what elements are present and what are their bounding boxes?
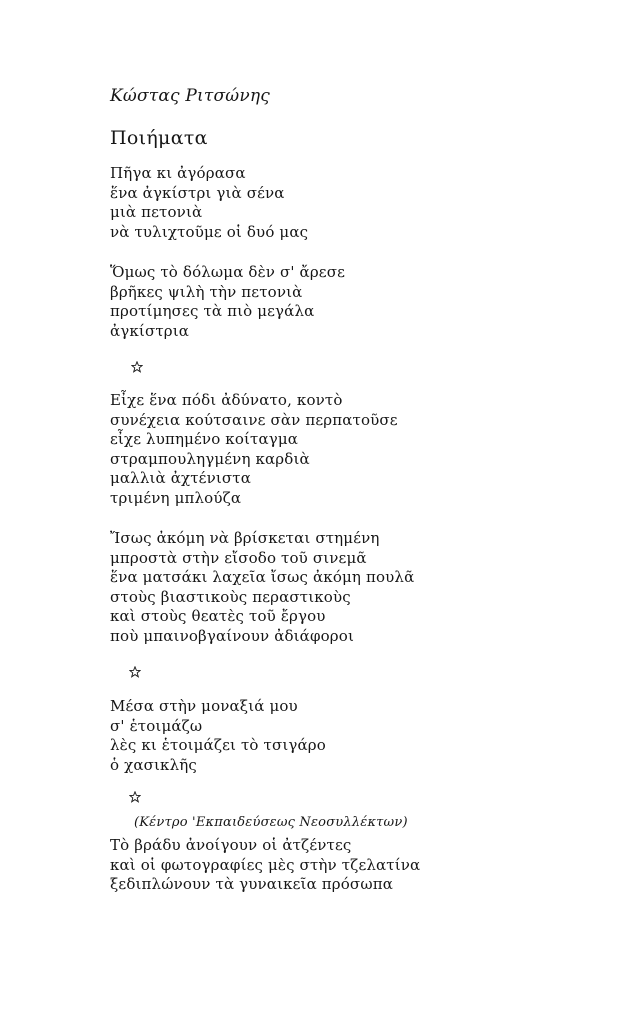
poem-line: νὰ τυλιχτοῦμε οἱ δυό μας bbox=[110, 222, 309, 241]
poem-line: βρῆκες ψιλὴ τὴν πετονιὰ bbox=[110, 282, 303, 301]
stanza-5 bbox=[110, 697, 326, 775]
star-icon bbox=[129, 666, 141, 678]
poem-line: Εἶχε ἕνα πόδι ἀδύνατο, κοντὸ bbox=[110, 391, 343, 409]
poem-line: Πῆγα κι ἀγόρασα bbox=[110, 164, 246, 182]
poem-line: ἀγκίστρια bbox=[110, 321, 190, 340]
stanza-3 bbox=[110, 391, 398, 508]
star-icon bbox=[131, 361, 143, 373]
poem-line: καὶ στοὺς θεατὲς τοῦ ἔργου bbox=[110, 607, 326, 625]
author-name: Κώστας Ριτσώνης bbox=[110, 86, 270, 106]
stanza-6 bbox=[110, 836, 420, 895]
stanza-2 bbox=[110, 263, 345, 341]
poem-line: ἕνα ἀγκίστρι γιὰ σένα bbox=[110, 183, 285, 202]
poem-line: στραμπουληγμένη καρδιὰ bbox=[110, 449, 310, 468]
poem-line: ὁ χασικλῆς bbox=[110, 755, 197, 774]
poem-line: εἶχε λυπημένο κοίταγμα bbox=[110, 430, 299, 448]
poem-line: ποὺ μπαινοβγαίνουν ἀδιάφοροι bbox=[110, 626, 354, 645]
stanza-4 bbox=[110, 529, 414, 646]
poem-line: Ὅμως τὸ δόλωμα δὲν σ' ἄρεσε bbox=[110, 263, 346, 281]
page-title: Ποιήματα bbox=[110, 127, 208, 149]
poem-line: συνέχεια κούτσαινε σὰν περπατοῦσε bbox=[110, 410, 398, 429]
star-icon bbox=[129, 791, 141, 803]
poem-line: μπροστὰ στὴν εἴσοδο τοῦ σινεμᾶ bbox=[110, 548, 367, 567]
poem-line: τριμένη μπλούζα bbox=[110, 488, 242, 507]
poem-line: μιὰ πετονιὰ bbox=[110, 203, 203, 221]
poem-line: ἕνα ματσάκι λαχεῖα ἴσως ἀκόμη πουλᾶ bbox=[110, 568, 415, 586]
poem-line: Μέσα στὴν μοναξιά μου bbox=[110, 697, 298, 715]
poem-line: ξεδιπλώνουν τὰ γυναικεῖα πρόσωπα bbox=[110, 875, 393, 893]
poem-line: Ἴσως ἀκόμη νὰ βρίσκεται στημένη bbox=[110, 529, 380, 547]
poem-line: προτίμησες τὰ πιὸ μεγάλα bbox=[110, 302, 315, 320]
section-subheading: (Κέντρο 'Εκπαιδεύσεως Νεοσυλλέκτων) bbox=[134, 815, 408, 830]
poem-line: σ' ἑτοιμάζω bbox=[110, 716, 203, 735]
poem-line: μαλλιὰ ἀχτένιστα bbox=[110, 469, 252, 487]
poem-line: καὶ οἱ φωτογραφίες μὲς στὴν τζελατίνα bbox=[110, 855, 421, 874]
poem-line: λὲς κι ἑτοιμάζει τὸ τσιγάρο bbox=[110, 736, 326, 754]
poem-line: στοὺς βιαστικοὺς περαστικοὺς bbox=[110, 587, 351, 606]
stanza-1 bbox=[110, 164, 308, 242]
poem-line: Τὸ βράδυ ἀνοίγουν οἱ ἀτζέντες bbox=[110, 836, 352, 854]
